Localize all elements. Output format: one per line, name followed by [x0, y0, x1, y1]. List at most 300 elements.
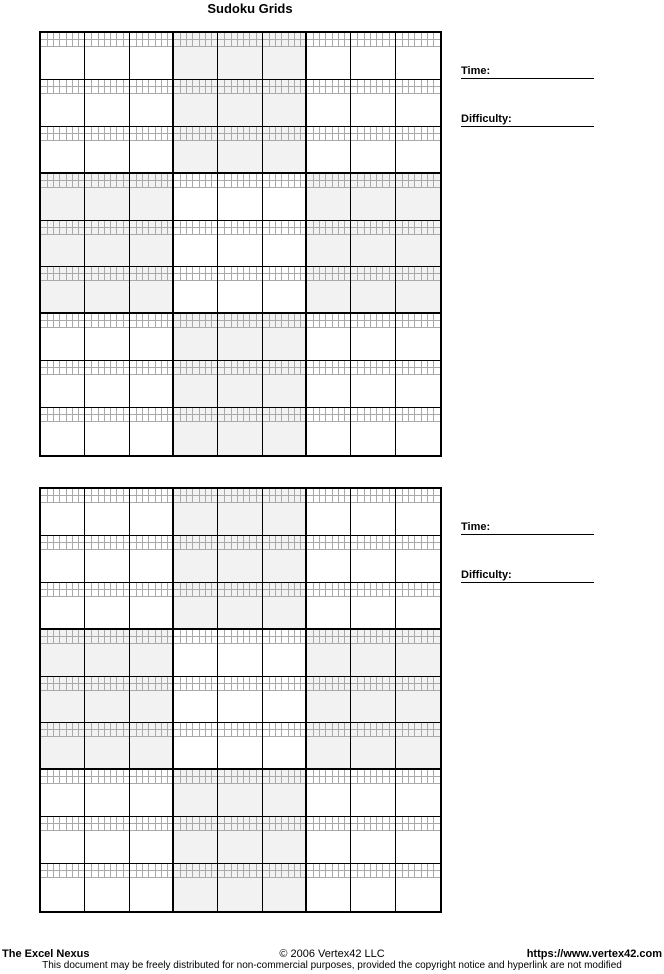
sudoku-cell[interactable] [351, 630, 396, 677]
sudoku-cell[interactable] [85, 221, 130, 267]
pencil-marks [130, 221, 172, 235]
pencil-rule [85, 729, 129, 730]
pencil-marks [41, 770, 84, 784]
pencil-marks [218, 221, 262, 235]
pencil-marks [130, 361, 172, 375]
sudoku-cell[interactable] [351, 817, 396, 864]
sudoku-cell[interactable] [130, 80, 174, 127]
pencil-rule [396, 776, 440, 777]
sudoku-cell[interactable] [307, 489, 351, 536]
sudoku-cell[interactable] [130, 361, 174, 408]
sudoku-cell[interactable] [85, 677, 130, 723]
sudoku-cell[interactable] [218, 314, 263, 361]
sudoku-cell[interactable] [130, 408, 174, 455]
pencil-rule [218, 227, 262, 228]
sudoku-cell[interactable] [263, 630, 307, 677]
sudoku-cell[interactable] [218, 723, 263, 770]
pencil-rule [41, 180, 84, 181]
sudoku-cell[interactable] [85, 80, 130, 127]
pencil-rule [263, 86, 305, 87]
sudoku-cell[interactable] [85, 361, 130, 408]
sudoku-cell[interactable] [307, 583, 351, 630]
sudoku-cell[interactable] [41, 489, 85, 536]
sudoku-cell[interactable] [218, 267, 263, 314]
pencil-marks [218, 174, 262, 188]
sudoku-cell[interactable] [130, 314, 174, 361]
pencil-marks [396, 817, 440, 831]
sudoku-cell[interactable] [351, 174, 396, 221]
sudoku-cell[interactable] [351, 361, 396, 408]
sudoku-cell[interactable] [41, 770, 85, 817]
sudoku-cell[interactable] [218, 770, 263, 817]
pencil-marks [130, 536, 172, 550]
pencil-rule [174, 736, 217, 737]
pencil-marks [351, 267, 395, 281]
sudoku-cell[interactable] [218, 536, 263, 583]
pencil-rule [174, 683, 217, 684]
pencil-rule [174, 234, 217, 235]
sudoku-cell[interactable] [263, 583, 307, 630]
sudoku-cell[interactable] [174, 817, 218, 864]
pencil-marks [263, 723, 305, 737]
sudoku-cell[interactable] [307, 174, 351, 221]
sudoku-cell[interactable] [130, 817, 174, 864]
pencil-rule [85, 273, 129, 274]
sudoku-cell[interactable] [307, 408, 351, 455]
pencil-rule [307, 870, 350, 871]
pencil-rule [41, 421, 84, 422]
sudoku-cell[interactable] [85, 817, 130, 864]
difficulty-field-2[interactable] [461, 568, 594, 583]
sudoku-cell[interactable] [351, 489, 396, 536]
pencil-rule [307, 643, 350, 644]
pencil-rule [351, 273, 395, 274]
sudoku-cell[interactable] [218, 583, 263, 630]
sudoku-cell[interactable] [396, 127, 440, 174]
pencil-rule [130, 823, 172, 824]
pencil-marks [41, 583, 84, 597]
pencil-rule [130, 367, 172, 368]
sudoku-cell[interactable] [396, 864, 440, 911]
sudoku-cell[interactable] [396, 361, 440, 408]
pencil-rule [130, 643, 172, 644]
sudoku-cell[interactable] [396, 677, 440, 723]
sudoku-cell[interactable] [307, 817, 351, 864]
pencil-rule [174, 93, 217, 94]
sudoku-cell[interactable] [130, 33, 174, 80]
pencil-marks [307, 408, 350, 422]
pencil-rule [85, 596, 129, 597]
sudoku-cell[interactable] [130, 267, 174, 314]
pencil-rule [41, 783, 84, 784]
pencil-rule [218, 414, 262, 415]
sudoku-cell[interactable] [396, 817, 440, 864]
pencil-marks [307, 864, 350, 878]
sudoku-cell[interactable] [351, 408, 396, 455]
sudoku-cell[interactable] [218, 408, 263, 455]
pencil-rule [218, 776, 262, 777]
sudoku-cell[interactable] [85, 583, 130, 630]
sudoku-cell[interactable] [218, 221, 263, 267]
sudoku-cell[interactable] [130, 630, 174, 677]
sudoku-cell[interactable] [41, 174, 85, 221]
pencil-rule [263, 273, 305, 274]
pencil-rule [218, 46, 262, 47]
pencil-rule [307, 414, 350, 415]
pencil-rule [130, 327, 172, 328]
pencil-rule [396, 589, 440, 590]
pencil-rule [263, 877, 305, 878]
pencil-marks [85, 127, 129, 141]
sudoku-cell[interactable] [174, 127, 218, 174]
sudoku-cell[interactable] [174, 361, 218, 408]
sudoku-cell[interactable] [174, 489, 218, 536]
sudoku-cell[interactable] [351, 770, 396, 817]
pencil-marks [174, 221, 217, 235]
pencil-rule [85, 367, 129, 368]
pencil-marks [41, 630, 84, 644]
sudoku-cell[interactable] [130, 489, 174, 536]
pencil-rule [218, 830, 262, 831]
sudoku-cell[interactable] [307, 723, 351, 770]
pencil-rule [263, 234, 305, 235]
sudoku-cell[interactable] [351, 267, 396, 314]
sudoku-cell[interactable] [41, 864, 85, 911]
sudoku-cell[interactable] [263, 723, 307, 770]
pencil-rule [263, 495, 305, 496]
sudoku-cell[interactable] [396, 630, 440, 677]
sudoku-cell[interactable] [218, 630, 263, 677]
pencil-marks [85, 489, 129, 503]
sudoku-cell[interactable] [218, 361, 263, 408]
pencil-rule [307, 495, 350, 496]
sudoku-cell[interactable] [85, 489, 130, 536]
sudoku-cell[interactable] [218, 33, 263, 80]
pencil-rule [263, 776, 305, 777]
pencil-rule [41, 39, 84, 40]
sudoku-cell[interactable] [174, 221, 218, 267]
pencil-rule [307, 46, 350, 47]
sudoku-cell[interactable] [307, 267, 351, 314]
sudoku-cell[interactable] [174, 536, 218, 583]
difficulty-field-1[interactable] [461, 112, 594, 127]
sudoku-cell[interactable] [396, 221, 440, 267]
pencil-marks [130, 489, 172, 503]
pencil-marks [218, 864, 262, 878]
sudoku-cell[interactable] [263, 677, 307, 723]
pencil-rule [351, 46, 395, 47]
sudoku-cell[interactable] [41, 723, 85, 770]
sudoku-cell[interactable] [85, 408, 130, 455]
pencil-marks [307, 770, 350, 784]
sudoku-cell[interactable] [41, 80, 85, 127]
sudoku-cell[interactable] [307, 314, 351, 361]
sudoku-cell[interactable] [130, 770, 174, 817]
sudoku-cell[interactable] [263, 489, 307, 536]
sudoku-cell[interactable] [174, 677, 218, 723]
pencil-marks [85, 408, 129, 422]
sudoku-cell[interactable] [396, 267, 440, 314]
sudoku-cell[interactable] [85, 174, 130, 221]
sudoku-cell[interactable] [85, 314, 130, 361]
sudoku-cell[interactable] [174, 80, 218, 127]
pencil-rule [130, 549, 172, 550]
pencil-marks [263, 817, 305, 831]
pencil-marks [396, 80, 440, 94]
pencil-rule [396, 46, 440, 47]
sudoku-cell[interactable] [41, 536, 85, 583]
sudoku-cell[interactable] [218, 677, 263, 723]
sudoku-cell[interactable] [130, 174, 174, 221]
sudoku-cell[interactable] [41, 33, 85, 80]
pencil-marks [263, 770, 305, 784]
pencil-rule [130, 273, 172, 274]
sudoku-cell[interactable] [307, 770, 351, 817]
sudoku-cell[interactable] [396, 80, 440, 127]
sudoku-cell[interactable] [307, 127, 351, 174]
pencil-marks [41, 80, 84, 94]
pencil-marks [174, 817, 217, 831]
sudoku-cell[interactable] [174, 408, 218, 455]
sudoku-cell[interactable] [130, 221, 174, 267]
pencil-marks [263, 174, 305, 188]
pencil-rule [351, 589, 395, 590]
sudoku-cell[interactable] [263, 770, 307, 817]
sudoku-cell[interactable] [307, 221, 351, 267]
sudoku-cell[interactable] [351, 314, 396, 361]
pencil-rule [85, 320, 129, 321]
sudoku-cell[interactable] [41, 583, 85, 630]
sudoku-cell[interactable] [218, 80, 263, 127]
sudoku-cell[interactable] [396, 174, 440, 221]
sudoku-cell[interactable] [130, 677, 174, 723]
pencil-rule [263, 783, 305, 784]
pencil-rule [307, 690, 350, 691]
sudoku-cell[interactable] [263, 408, 307, 455]
pencil-rule [174, 549, 217, 550]
sudoku-cell[interactable] [174, 723, 218, 770]
pencil-rule [85, 502, 129, 503]
sudoku-cell[interactable] [218, 864, 263, 911]
pencil-marks [263, 489, 305, 503]
pencil-rule [263, 596, 305, 597]
pencil-rule [218, 39, 262, 40]
sudoku-cell[interactable] [307, 80, 351, 127]
sudoku-cell[interactable] [218, 127, 263, 174]
sudoku-cell[interactable] [85, 723, 130, 770]
sudoku-cell[interactable] [307, 630, 351, 677]
pencil-rule [174, 414, 217, 415]
sudoku-cell[interactable] [174, 770, 218, 817]
sudoku-cell[interactable] [85, 770, 130, 817]
pencil-rule [307, 636, 350, 637]
footer-note: This document may be freely distributed for non-commercial purposes, provided the copyright notice and hyperlink are not modified [42, 960, 622, 971]
sudoku-cell[interactable] [130, 583, 174, 630]
sudoku-cell[interactable] [396, 536, 440, 583]
sudoku-cell[interactable] [41, 361, 85, 408]
pencil-marks [218, 361, 262, 375]
pencil-rule [41, 542, 84, 543]
sudoku-cell[interactable] [85, 536, 130, 583]
sudoku-cell[interactable] [41, 221, 85, 267]
sudoku-cell[interactable] [263, 221, 307, 267]
pencil-marks [41, 489, 84, 503]
pencil-rule [174, 877, 217, 878]
sudoku-cell[interactable] [174, 267, 218, 314]
pencil-marks [351, 361, 395, 375]
sudoku-cell[interactable] [307, 536, 351, 583]
sudoku-cell[interactable] [174, 33, 218, 80]
pencil-rule [218, 549, 262, 550]
sudoku-cell[interactable] [396, 33, 440, 80]
sudoku-cell[interactable] [85, 267, 130, 314]
sudoku-grid-1 [39, 31, 442, 457]
pencil-rule [307, 877, 350, 878]
pencil-rule [307, 273, 350, 274]
sudoku-cell[interactable] [307, 33, 351, 80]
pencil-rule [85, 830, 129, 831]
sudoku-cell[interactable] [174, 174, 218, 221]
sudoku-cell[interactable] [396, 723, 440, 770]
sudoku-cell[interactable] [174, 630, 218, 677]
time-field-1[interactable] [461, 64, 594, 79]
sudoku-cell[interactable] [85, 864, 130, 911]
sudoku-cell[interactable] [351, 677, 396, 723]
pencil-marks [263, 314, 305, 328]
sudoku-cell[interactable] [307, 864, 351, 911]
sudoku-cell[interactable] [396, 770, 440, 817]
pencil-marks [85, 536, 129, 550]
sudoku-cell[interactable] [41, 817, 85, 864]
pencil-rule [41, 227, 84, 228]
sudoku-cell[interactable] [85, 127, 130, 174]
pencil-rule [218, 877, 262, 878]
sudoku-cell[interactable] [263, 314, 307, 361]
sudoku-cell[interactable] [41, 267, 85, 314]
sudoku-cell[interactable] [130, 127, 174, 174]
pencil-marks [130, 864, 172, 878]
pencil-marks [396, 174, 440, 188]
sudoku-cell[interactable] [174, 583, 218, 630]
pencil-rule [218, 280, 262, 281]
sudoku-cell[interactable] [263, 80, 307, 127]
pencil-rule [174, 870, 217, 871]
sudoku-cell[interactable] [263, 817, 307, 864]
sudoku-cell[interactable] [85, 33, 130, 80]
pencil-rule [130, 495, 172, 496]
pencil-marks [218, 817, 262, 831]
pencil-rule [263, 542, 305, 543]
sudoku-cell[interactable] [263, 864, 307, 911]
pencil-marks [85, 677, 129, 691]
sudoku-cell[interactable] [130, 864, 174, 911]
sudoku-cell[interactable] [307, 361, 351, 408]
sudoku-cell[interactable] [85, 630, 130, 677]
pencil-rule [130, 636, 172, 637]
pencil-rule [218, 421, 262, 422]
pencil-rule [351, 133, 395, 134]
pencil-rule [130, 830, 172, 831]
sudoku-cell[interactable] [218, 489, 263, 536]
footer-link[interactable]: https://www.vertex42.com [526, 948, 662, 960]
pencil-rule [218, 683, 262, 684]
sudoku-cell[interactable] [41, 630, 85, 677]
sudoku-cell[interactable] [263, 267, 307, 314]
sudoku-cell[interactable] [41, 408, 85, 455]
pencil-marks [218, 770, 262, 784]
pencil-rule [85, 133, 129, 134]
sudoku-cell[interactable] [41, 127, 85, 174]
sudoku-cell[interactable] [41, 677, 85, 723]
pencil-rule [41, 46, 84, 47]
pencil-rule [351, 683, 395, 684]
sudoku-cell[interactable] [307, 677, 351, 723]
pencil-rule [263, 227, 305, 228]
pencil-marks [307, 267, 350, 281]
pencil-marks [218, 536, 262, 550]
pencil-rule [174, 783, 217, 784]
pencil-rule [307, 280, 350, 281]
sudoku-cell[interactable] [263, 127, 307, 174]
sudoku-cell[interactable] [130, 536, 174, 583]
sudoku-cell[interactable] [351, 33, 396, 80]
sudoku-cell[interactable] [174, 864, 218, 911]
sudoku-cell[interactable] [263, 174, 307, 221]
pencil-marks [351, 864, 395, 878]
sudoku-cell[interactable] [351, 536, 396, 583]
sudoku-cell[interactable] [396, 408, 440, 455]
sudoku-cell[interactable] [351, 221, 396, 267]
sudoku-cell[interactable] [351, 80, 396, 127]
sudoku-cell[interactable] [41, 314, 85, 361]
pencil-rule [85, 327, 129, 328]
pencil-rule [396, 683, 440, 684]
sudoku-cell[interactable] [263, 33, 307, 80]
sudoku-cell[interactable] [130, 723, 174, 770]
pencil-marks [85, 33, 129, 47]
pencil-rule [41, 690, 84, 691]
pencil-marks [130, 770, 172, 784]
sudoku-cell[interactable] [218, 817, 263, 864]
footer-copyright: © 2006 Vertex42 LLC [279, 948, 385, 960]
sudoku-cell[interactable] [396, 489, 440, 536]
pencil-marks [85, 314, 129, 328]
pencil-rule [174, 421, 217, 422]
sudoku-cell[interactable] [351, 127, 396, 174]
pencil-rule [218, 86, 262, 87]
pencil-rule [41, 636, 84, 637]
sudoku-cell[interactable] [218, 174, 263, 221]
pencil-marks [218, 267, 262, 281]
sudoku-cell[interactable] [263, 536, 307, 583]
sudoku-cell[interactable] [396, 314, 440, 361]
pencil-rule [307, 542, 350, 543]
pencil-rule [218, 870, 262, 871]
sudoku-cell[interactable] [351, 723, 396, 770]
pencil-rule [396, 234, 440, 235]
pencil-marks [85, 174, 129, 188]
pencil-rule [85, 783, 129, 784]
time-field-2[interactable] [461, 520, 594, 535]
pencil-rule [263, 140, 305, 141]
pencil-rule [85, 636, 129, 637]
sudoku-cell[interactable] [174, 314, 218, 361]
sudoku-cell[interactable] [396, 583, 440, 630]
sudoku-cell[interactable] [351, 864, 396, 911]
sudoku-cell[interactable] [351, 583, 396, 630]
pencil-rule [351, 93, 395, 94]
sudoku-cell[interactable] [263, 361, 307, 408]
